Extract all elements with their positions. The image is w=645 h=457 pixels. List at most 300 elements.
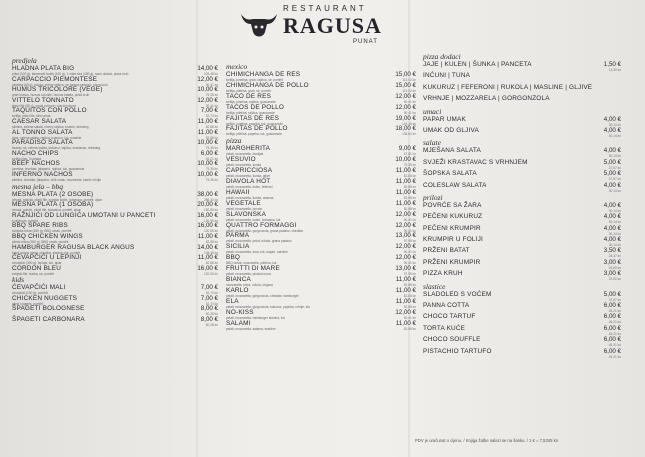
- menu-item-price: 12,00 €: [197, 75, 218, 83]
- menu-item: [12, 150, 218, 161]
- menu-item-price: 15,00 €: [395, 81, 416, 89]
- menu-item-price-kn: 90,41 kn: [403, 217, 416, 222]
- menu-item-name: TORTA KUĆE: [423, 324, 466, 332]
- menu-item: [423, 270, 621, 281]
- menu-item-price-kn: 150,69 kn: [203, 208, 218, 213]
- column-right: [423, 52, 621, 359]
- menu-item-name: DIAVOLA HOT: [226, 178, 271, 186]
- menu-item-price-kn: 22,60 kn: [608, 265, 621, 270]
- menu-item-price: 8,00 €: [200, 305, 218, 313]
- menu-item-name: NACHO CHIPS: [12, 149, 59, 157]
- menu-item: [423, 213, 621, 224]
- section-title: prilozi: [423, 192, 443, 202]
- menu-item-name: ŠOPSKA SALATA: [423, 170, 477, 178]
- menu-item: [423, 236, 621, 247]
- menu-item-price-kn: 52,74 kn: [205, 301, 218, 306]
- menu-item-price: 5,00 €: [603, 170, 621, 178]
- menu-item-name: PISTACHIO TARTUFO: [423, 347, 492, 355]
- menu-item-name: COLESLAW SALATA: [423, 181, 487, 189]
- section-title: kids: [12, 275, 25, 285]
- menu-item-name: SLAVONSKA: [226, 210, 267, 218]
- menu-item-price-kn: 45,21 kn: [608, 331, 621, 336]
- menu-item-name: VRHNJE | MOZZARELA | GORGONZOLA: [423, 95, 550, 103]
- menu-item-description: junetina, cheddar, jalapeno, rajčica, luk, guacamole: [12, 167, 85, 172]
- menu-item-name: CHICKEN NUGGETS: [12, 294, 78, 302]
- menu-item: [12, 191, 218, 202]
- menu-item: [226, 145, 416, 156]
- menu-item-price: 11,00 €: [197, 232, 218, 240]
- menu-item-name: ĆEVAPČIĆI MALI: [12, 284, 66, 292]
- menu-item: [423, 313, 621, 324]
- menu-item: [12, 118, 218, 129]
- menu-item-price: 14,00 €: [197, 65, 218, 72]
- menu-item-name: RAŽNJIĆI OD LUNGIĆA UMOTANI U PANCETI: [12, 211, 156, 219]
- menu-item-price: 4,00 €: [603, 213, 621, 221]
- menu-item-price-kn: 113,02 kn: [402, 78, 416, 82]
- menu-item: [226, 276, 416, 287]
- menu-item-price-kn: 30,14 kn: [608, 208, 621, 213]
- menu-item-price: 8,00 €: [200, 316, 218, 324]
- menu-item-price: 10,00 €: [395, 156, 416, 164]
- menu-item: [226, 320, 416, 331]
- menu-item-price-kn: 82,88 kn: [403, 326, 416, 331]
- menu-item-price: 10,00 €: [197, 139, 218, 147]
- menu-item-price: 7,00 €: [200, 294, 218, 302]
- menu-item-price-kn: 286,31 kn: [203, 197, 218, 202]
- menu-item: [226, 125, 416, 136]
- menu-item-price-kn: 90,41 kn: [403, 110, 416, 115]
- menu-item-name: PRŽENI KRUMPIR: [423, 258, 481, 266]
- section-title: pizza: [226, 136, 242, 146]
- menu-item-name: BIANCA: [226, 276, 251, 284]
- menu-item-description: tortilja, junetina, grah, rajčica, sir, pomfrit: [226, 78, 284, 82]
- menu-item-price-kn: 90,41 kn: [403, 250, 416, 255]
- menu-item-price-kn: 45,21 kn: [608, 343, 621, 348]
- menu-item: [12, 160, 218, 171]
- menu-item-name: ŠPAGETI BOLOGNESE: [12, 305, 85, 313]
- menu-item-price: 5,00 €: [603, 158, 621, 166]
- menu-item: [423, 116, 621, 127]
- menu-item-description: tortilja, piletina, rajčica, guacamole: [226, 110, 275, 115]
- menu-item: [423, 182, 621, 193]
- menu-item-price: 11,00 €: [395, 286, 416, 294]
- menu-item-description: pelati, mozzarella, gorgonzola, grana padano, cheddar: [226, 228, 304, 233]
- menu-item: [226, 200, 416, 211]
- menu-item-description: pelati, mozzarella, bosiljak: [226, 152, 264, 157]
- menu-item-name: QUATTRO FORMAGGI: [226, 221, 297, 229]
- menu-item-price: 6,00 €: [603, 324, 621, 332]
- menu-item-description: pelati, mozzarella, šunka: [226, 163, 262, 168]
- menu-item-price-kn: 82,88 kn: [205, 261, 218, 266]
- menu-item-price: 12,00 €: [395, 221, 416, 229]
- menu-item-price: 11,00 €: [395, 188, 416, 196]
- menu-item: [12, 65, 218, 76]
- menu-item-name: HLADNA PLATA BIG: [12, 65, 75, 72]
- menu-item-name: TAQUITOS CON POLLO: [12, 107, 87, 115]
- menu-item-price: 10,00 €: [197, 86, 218, 94]
- menu-item-name: SLADOLED S VOĆEM: [423, 290, 492, 298]
- menu-item-name: KARLO: [226, 286, 249, 294]
- menu-item-name: INĆUNI | TUNA: [423, 72, 471, 80]
- menu-item-price-kn: 82,88 kn: [403, 206, 416, 211]
- menu-item-name: FAJITAS DE RES: [226, 114, 280, 122]
- menu-item: [12, 222, 218, 233]
- menu-item: [12, 107, 218, 118]
- menu-item-price: 4,00 €: [603, 147, 621, 155]
- menu-item-description: pelati, mozzarella, kulen, feferoni: [226, 185, 273, 190]
- menu-item: [12, 244, 218, 255]
- menu-item-price: 5,00 €: [603, 290, 621, 298]
- menu-item-price-kn: 30,14 kn: [608, 133, 621, 138]
- menu-item-description: pelati, mozzarella, šunka, gljive: [226, 174, 271, 179]
- menu-item: [423, 348, 621, 359]
- menu-item-description: tortilja, piletina, paprika, luk, guacamole: [226, 132, 282, 137]
- menu-item-description: s rajčicom, pomfrit: [12, 218, 38, 223]
- column-left: [12, 56, 218, 327]
- menu-item: [226, 265, 416, 276]
- menu-item-name: BBQ: [226, 254, 241, 262]
- menu-item: [12, 86, 218, 97]
- menu-item-description: piletina, zelena salata, cherry rajčica, krutoni, dressing: [12, 124, 89, 129]
- menu-item: [12, 254, 218, 265]
- menu-item-price-kn: 90,41 kn: [403, 261, 416, 266]
- menu-item: [226, 309, 416, 320]
- menu-item-name: TACO DE RES: [226, 92, 272, 100]
- menu-item-price: 3,00 €: [603, 258, 621, 266]
- menu-item-name: BBQ SPARE RIBS: [12, 222, 68, 230]
- menu-item-name: HAMBURGER RAGUSA BLACK ANGUS: [12, 243, 135, 251]
- menu-item-price-kn: 37,67 kn: [608, 177, 621, 182]
- menu-item-name: PAPAR UMAK: [423, 115, 466, 123]
- menu-item: [423, 147, 621, 158]
- menu-item: [226, 243, 416, 254]
- menu-item-description: ćevapi, ražnjić, pileći file, kobasica, pomfrit, ajvar: [12, 208, 81, 213]
- menu-item-price-kn: 120,55 kn: [203, 229, 218, 234]
- menu-item: [423, 61, 621, 72]
- menu-item: [423, 127, 621, 138]
- menu-item-description: piletina, cheddar, jalapeno, chili umak, mozzarela, kiselo vrhnje: [12, 177, 101, 182]
- menu-item-price-kn: 97,95 kn: [403, 272, 416, 277]
- menu-item-description: pelati, mozzarella, gorgonzola, cheddar, hamburger: [226, 293, 299, 298]
- menu-item-description: pelati, mozzarella, šunka, ananas: [226, 195, 274, 200]
- menu-item-price: 6,00 €: [603, 336, 621, 344]
- menu-item-price: 6,00 €: [603, 302, 621, 310]
- menu-item-price-kn: 90,41 kn: [403, 315, 416, 320]
- menu-item-price-kn: 82,88 kn: [205, 239, 218, 244]
- menu-item: [423, 247, 621, 258]
- menu-item-price: 1,50 €: [603, 61, 621, 68]
- menu-item-name: VESUVIO: [226, 156, 256, 164]
- menu-item-price: 11,00 €: [197, 117, 218, 125]
- menu-item-description: pelati, mozzarella, tuna, luk, kapari, masline: [226, 250, 288, 255]
- menu-item-price-kn: 60,28 kn: [205, 312, 218, 317]
- menu-item-price: 11,00 €: [395, 297, 416, 305]
- menu-item: [423, 202, 621, 213]
- menu-item-description: svinjski file, šunka, sir, pomfrit: [12, 271, 54, 276]
- menu-item-price: 6,00 €: [603, 313, 621, 321]
- menu-item-description: škamp, sir, zelena salata, kukuruz, rajčica, krastavac, dressing: [12, 146, 101, 151]
- menu-item-description: tortilja, junetina, rajčica, guacamole: [226, 99, 276, 104]
- menu-item-price-kn: 82,88 kn: [403, 304, 416, 309]
- menu-item: [423, 84, 621, 95]
- menu-item-name: CHOCO TARTUF: [423, 313, 476, 321]
- menu-item-description: pršut (100 g), kamenski butelj (100 g), 1 vrste sira (180 g), razni dodaci, pizza kruh: [12, 72, 129, 76]
- menu-item-price: 16,00 €: [197, 211, 218, 219]
- menu-item-description: tortilja, piletina, grah, sir, pomfrit: [226, 88, 271, 93]
- menu-item-price-kn: 45,21 kn: [205, 156, 218, 161]
- menu-item: [423, 336, 621, 347]
- menu-item-price-kn: 75,35 kn: [403, 163, 416, 168]
- menu-item: [423, 159, 621, 170]
- menu-item-description: tortilja, junetina, paprika, luk, guacamole: [226, 121, 283, 126]
- menu-item-price-kn: 26,37 kn: [608, 254, 621, 259]
- menu-item-price-kn: 82,88 kn: [205, 135, 218, 140]
- menu-item: [12, 233, 218, 244]
- footer-note: PDV je uračunat u cijenu. / Knjiga žalbe nalazi se na šanku. / 1 € = 7,5345 kn: [415, 438, 559, 443]
- menu-item-price-kn: 75,35 kn: [205, 167, 218, 172]
- menu-item-price: 12,00 €: [395, 308, 416, 316]
- menu-item-price: 19,00 €: [395, 114, 416, 122]
- menu-item-price: 6,00 €: [200, 149, 218, 157]
- menu-item-price-kn: 30,14 kn: [608, 220, 621, 225]
- menu-item-description: ćevapčići (300 g), lepinja, luk, ajvar: [12, 261, 62, 266]
- menu-item: [12, 171, 218, 182]
- menu-item-name: PRŽENI BATAT: [423, 247, 470, 255]
- menu-item-name: CARPACCIO PIEMONTESE: [12, 75, 98, 83]
- menu-item-price: 6,00 €: [603, 347, 621, 355]
- menu-item-description: pelati, mozzarella, pršut, rukola, grana padano: [226, 239, 292, 244]
- menu-item: [423, 95, 621, 106]
- menu-item-price-kn: 82,88 kn: [403, 174, 416, 179]
- menu-item-name: POVRĆE SA ŽARA: [423, 201, 482, 209]
- section-title: salate: [423, 138, 441, 148]
- menu-item-name: CORDON BLEU: [12, 264, 62, 272]
- menu-item: [423, 259, 621, 270]
- menu-item-name: UMAK OD GLJIVA: [423, 126, 479, 134]
- menu-item: [12, 265, 218, 276]
- menu-item-description: black angus meso, cheddar, slanina, luk, pomfrit: [12, 250, 81, 255]
- menu-item-price: 38,00 €: [197, 190, 218, 198]
- menu-item-name: TACOS DE POLLO: [226, 103, 285, 111]
- menu-item-description: pelati, mozzarella, hamburger slanina, luk: [226, 315, 285, 320]
- menu-item-name: ĆEVAPČIĆI U LEPINJI: [12, 254, 82, 262]
- menu-item: [226, 115, 416, 126]
- menu-item: [423, 325, 621, 336]
- menu-item-description: tortilja čips, 3 umaka: [12, 156, 42, 161]
- menu-item: [12, 295, 218, 306]
- menu-item-name: PANNA COTTA: [423, 302, 470, 310]
- menu-item-name: VITTELO TONNATO: [12, 96, 74, 104]
- menu-item-price-kn: 30,14 kn: [608, 243, 621, 248]
- menu-item-description: pelati, mozzarella, salama, masline: [226, 326, 276, 331]
- menu-item-price-kn: 30,14 kn: [608, 122, 621, 127]
- section-title: mesna jela – bbq: [12, 181, 64, 191]
- restaurant-logo: [235, 4, 425, 54]
- menu-item-description: teleći file (80 g), umak od tune i slanih inćuna: [12, 103, 76, 108]
- menu-item-name: CHOCO SOUFFLE: [423, 336, 481, 344]
- menu-item-name: KUKURUZ | FEFERONI | RUKOLA | MASLINE | GLJIVE: [423, 83, 593, 91]
- menu-item-price: 11,00 €: [395, 199, 416, 207]
- menu-item-price-kn: 37,67 kn: [608, 165, 621, 170]
- menu-item-name: CAPRICCIOSA: [226, 167, 273, 175]
- menu-item-name: SICILIA: [226, 243, 250, 251]
- section-title: pizza dodaci: [423, 52, 461, 61]
- menu-item-price-kn: 30,14 kn: [608, 154, 621, 159]
- menu-item: [226, 178, 416, 189]
- menu-item: [226, 287, 416, 298]
- menu-item-price: 16,00 €: [197, 264, 218, 272]
- menu-item-price: 4,00 €: [603, 115, 621, 123]
- menu-item-price-kn: 52,74 kn: [205, 291, 218, 296]
- menu-item: [12, 212, 218, 223]
- menu-item-price: 20,00 €: [197, 201, 218, 209]
- menu-item-name: FAJITAS DE POLLO: [226, 125, 288, 133]
- section-title: mexico: [226, 62, 248, 71]
- menu-item-name: MJEŠANA SALATA: [423, 147, 481, 155]
- menu-item-price: 3,50 €: [603, 247, 621, 255]
- menu-item-price: 7,00 €: [200, 284, 218, 292]
- menu-item-name: JAJE | KULEN | ŠUNKA | PANCETA: [423, 61, 532, 68]
- menu-item: [12, 76, 218, 87]
- menu-item-description: svinjska rebra (450 g), BBQ umak, pomfrit: [12, 229, 72, 234]
- menu-item: [12, 97, 218, 108]
- menu-item-price: 12,00 €: [395, 254, 416, 262]
- menu-item-price-kn: 82,88 kn: [205, 124, 218, 129]
- menu-item-description: ćevapčići (150 g), pomfrit: [12, 291, 48, 296]
- menu-item-price-kn: 90,41 kn: [205, 82, 218, 87]
- menu-item-price-kn: 97,95 kn: [403, 239, 416, 244]
- menu-item-price-kn: 135,62 kn: [401, 132, 416, 137]
- menu-item: [12, 305, 218, 316]
- menu-item-price: 3,00 €: [603, 270, 621, 278]
- menu-item-price-kn: 82,88 kn: [403, 283, 416, 288]
- menu-item-name: PARADISO SALATA: [12, 139, 73, 147]
- menu-item-price: 11,00 €: [395, 167, 416, 175]
- menu-item-price: 4,00 €: [603, 236, 621, 244]
- menu-item-name: CHIMICHANGA DE RES: [226, 71, 301, 78]
- menu-item-price-kn: 45,21 kn: [608, 320, 621, 325]
- menu-item-description: junetina (60 g), rukola, cherry rajčica, sir (grana padano), pizza kruh: [12, 82, 108, 87]
- menu-item-price: 12,00 €: [395, 103, 416, 111]
- menu-item-name: KRUMPIR U FOLIJI: [423, 236, 484, 244]
- menu-item-price: 4,00 €: [603, 201, 621, 209]
- brand-top: RESTAURANT: [283, 4, 367, 13]
- menu-item-price-kn: 75,35 kn: [205, 177, 218, 182]
- menu-item-price: 13,00 €: [395, 232, 416, 240]
- menu-item-description: pileći nuggets, pomfrit: [12, 301, 44, 306]
- menu-item: [226, 93, 416, 104]
- menu-item-price: 18,00 €: [395, 125, 416, 133]
- menu-item-price: 10,00 €: [197, 170, 218, 178]
- menu-item-name: SVJEŽI KRASTAVAC S VRHNJEM: [423, 158, 528, 166]
- menu-item-name: INFERNO NACHOS: [12, 170, 73, 178]
- menu-item-price-kn: 90,41 kn: [403, 228, 416, 233]
- menu-item: [226, 189, 416, 200]
- menu-item-price-kn: 22,60 kn: [608, 277, 621, 282]
- menu-item-name: CHIMICHANGA DE POLLO: [226, 81, 309, 89]
- menu-item-price: 10,00 €: [197, 160, 218, 168]
- menu-item-description: pelati, mozzarella, povrće: [226, 206, 263, 211]
- menu-item: [12, 201, 218, 212]
- menu-item-price: 12,00 €: [395, 243, 416, 251]
- menu-item: [226, 298, 416, 309]
- menu-item-price: 13,00 €: [395, 265, 416, 273]
- menu-item-name: PIZZA KRUH: [423, 270, 463, 278]
- menu-item-name: FRUTTI DI MARE: [226, 265, 280, 273]
- menu-item-name: CAESAR SALATA: [12, 117, 67, 125]
- menu-item-name: VEGETALE: [226, 199, 261, 207]
- menu-item-price-kn: 120,55 kn: [203, 271, 218, 276]
- menu-item: [423, 302, 621, 313]
- menu-item-name: BEEF NACHOS: [12, 160, 61, 168]
- section-title: umaci: [423, 106, 442, 116]
- menu-item: [423, 170, 621, 181]
- menu-item-price: 9,00 €: [398, 145, 416, 153]
- menu-item-price-kn: 75,35 kn: [205, 146, 218, 151]
- menu-item-name: NO-KISS: [226, 308, 254, 316]
- column-middle: [226, 62, 416, 330]
- menu-item: [423, 225, 621, 236]
- menu-item-price-kn: 90,41 kn: [205, 103, 218, 108]
- menu-item: [226, 254, 416, 265]
- menu-item: [12, 129, 218, 140]
- menu-item-price-kn: 105,48 kn: [203, 250, 218, 255]
- menu-item-price-kn: 37,67 kn: [608, 297, 621, 302]
- menu-item: [423, 72, 621, 83]
- menu-item: [226, 232, 416, 243]
- menu-item-name: MESNA PLATA (2 OSOBE): [12, 190, 94, 198]
- menu-item-price-kn: 60,28 kn: [205, 323, 218, 328]
- menu-item-description: pileća krilca (300 g), BBQ umak, pomfrit: [12, 239, 69, 244]
- menu-item-name: SALAMI: [226, 319, 251, 327]
- bull-head-icon: [239, 10, 279, 42]
- menu-item-price-kn: 105,48 kn: [203, 72, 218, 76]
- menu-item: [226, 222, 416, 233]
- menu-item-name: HAWAII: [226, 188, 250, 196]
- menu-item-price: 11,00 €: [395, 178, 416, 186]
- menu-item-price: 16,00 €: [197, 222, 218, 230]
- menu-item-price: 11,00 €: [395, 319, 416, 327]
- menu-item: [12, 139, 218, 150]
- menu-item-name: BBQ CHICKEN WINGS: [12, 232, 83, 240]
- menu-item-price: 11,00 €: [197, 254, 218, 262]
- menu-item: [226, 71, 416, 82]
- menu-item-price-kn: 82,88 kn: [403, 195, 416, 200]
- menu-item-price: 7,00 €: [200, 107, 218, 115]
- menu-item-price-kn: 45,21 kn: [608, 354, 621, 359]
- menu-item-price-kn: 82,88 kn: [403, 185, 416, 190]
- menu-item: [226, 82, 416, 93]
- menu-item-name: PEČENI KUKURUZ: [423, 213, 483, 221]
- menu-item-price-kn: 75,35 kn: [205, 93, 218, 98]
- menu-item-price-kn: 113,02 kn: [402, 88, 416, 93]
- menu-item-price: 4,00 €: [603, 126, 621, 134]
- menu-item-price-kn: 30,14 kn: [608, 188, 621, 193]
- menu-item-price: 14,00 €: [197, 243, 218, 251]
- menu-item-price: 15,00 €: [395, 71, 416, 78]
- menu-item-description: pelati, mozzarella, kulen, kobasica, luk: [226, 217, 281, 222]
- menu-item-price-kn: 45,21 kn: [608, 309, 621, 314]
- menu-item-description: pelati, mozzarella, plodovi mora: [226, 272, 271, 277]
- menu-item-price-kn: 90,41 kn: [403, 99, 416, 104]
- menu-item-price: 12,00 €: [197, 96, 218, 104]
- menu-item-name: AL TONNO SALATA: [12, 128, 73, 136]
- menu-item-price-kn: 30,14 kn: [608, 231, 621, 236]
- menu-item-description: tortilja, pileći file, tikvi umak: [12, 114, 51, 119]
- menu-item-price: 4,00 €: [603, 181, 621, 189]
- menu-item-price-kn: 52,74 kn: [205, 114, 218, 119]
- brand-sub: PUNAT: [353, 39, 378, 45]
